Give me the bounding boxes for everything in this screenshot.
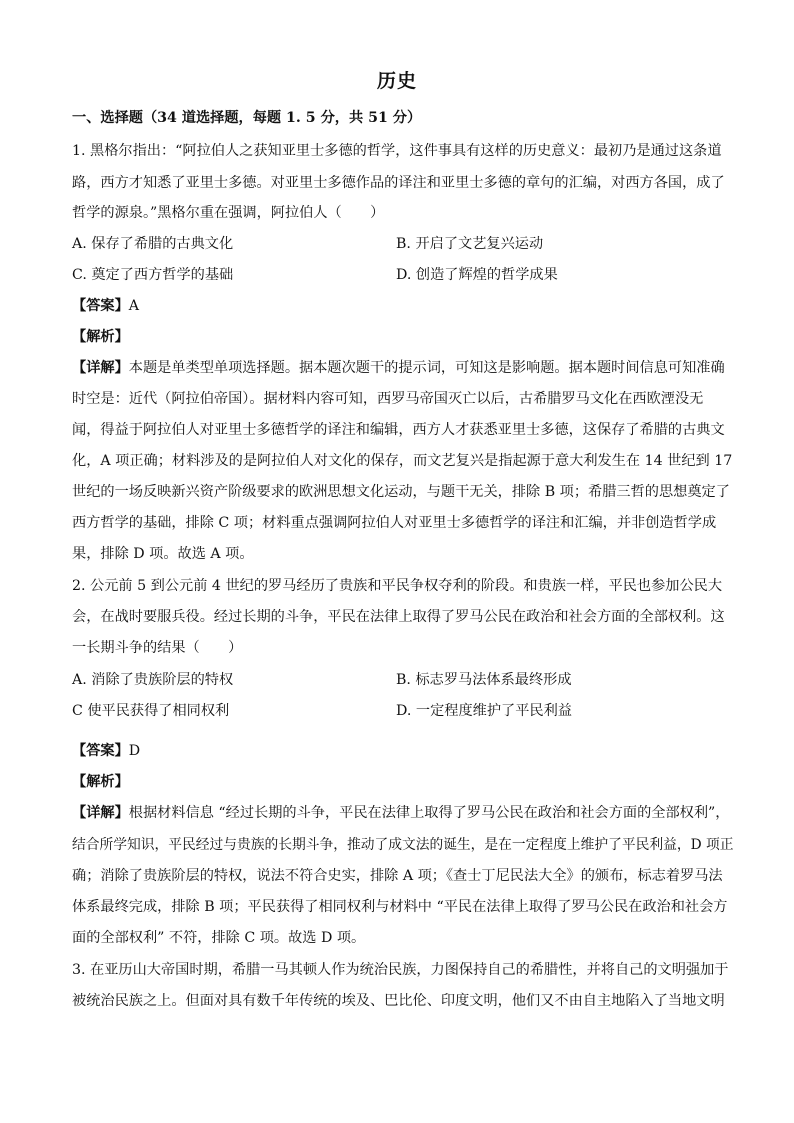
answer-tag: 【答案】 (72, 743, 129, 759)
q3-stem-line: 被统治民族之上。但面对具有数千年传统的埃及、巴比伦、印度文明，他们又不由自主地陷入了当地文明 (72, 993, 725, 1009)
detail-text: 本题是单类型单项选择题。据本题次题干的提示词，可知这是影响题。据本题时间信息可知准确 (128, 360, 725, 376)
q3-stem-line: 3. 在亚历山大帝国时期，希腊一马其顿人作为统治民族，力图保持自己的希腊性，并将自己的文明强加于 (72, 962, 729, 978)
q2-detail-line: 面的全部权利” 不符，排除 C 项。故选 D 项。 (72, 930, 366, 946)
detail-tag: 【详解】 (72, 360, 129, 376)
q2-stem-line: 一长期斗争的结果（ ） (72, 640, 243, 656)
q1-stem-line: 1. 黑格尔指出：“阿拉伯人之获知亚里士多德的哲学，这件事具有这样的历史意义：最初乃是通过这条道 (72, 143, 722, 159)
q1-stem-line: 哲学的源泉。”黑格尔重在强调，阿拉伯人（ ） (72, 205, 385, 221)
q2-analysis-tag: 【解析】 (72, 774, 129, 790)
q1-detail-line: 时空是：近代（阿拉伯帝国）。据材料内容可知，西罗马帝国灭亡以后，古希腊罗马文化在西欧湮没无 (72, 391, 704, 407)
q2-detail-line (72, 803, 729, 823)
q2-option-a: A. 消除了贵族阶层的特权 (72, 672, 234, 688)
q1-stem-line: 路，西方才知悉了亚里士多德。对亚里士多德作品的译注和亚里士多德的章句的汇编，对西方各国，成了 (72, 175, 725, 191)
q1-detail-line: 西方哲学的基础，排除 C 项；材料重点强调阿拉伯人对亚里士多德哲学的译注和汇编，并非创造哲学成 (72, 515, 717, 531)
q2-answer (72, 741, 140, 761)
q1-option-c: C. 奠定了西方哲学的基础 (72, 267, 234, 283)
q2-stem-line: 2. 公元前 5 到公元前 4 世纪的罗马经历了贵族和平民争权夺利的阶段。和贵族一样，平民也参加公民大 (72, 578, 723, 594)
answer-value: A (128, 298, 140, 314)
q1-option-a: A. 保存了希腊的古典文化 (72, 236, 234, 252)
q2-detail-line: 结合所学知识，平民经过与贵族的长期斗争，推动了成文法的诞生，是在一定程度上维护了平民利益，D 项正 (72, 837, 734, 853)
q1-option-d: D. 创造了辉煌的哲学成果 (396, 267, 558, 283)
q1-detail-line (72, 358, 725, 378)
answer-tag: 【答案】 (72, 298, 129, 314)
q2-option-c: C 使平民获得了相同权利 (72, 703, 230, 719)
answer-value: D (128, 743, 141, 759)
q1-detail-line: 果，排除 D 项。故选 A 项。 (72, 546, 254, 562)
q2-stem-line: 会，在战时要服兵役。经过长期的斗争，平民在法律上取得了罗马公民在政治和社会方面的全部权利。这 (72, 609, 725, 625)
detail-text: 根据材料信息 “经过长期的斗争，平民在法律上取得了罗马公民在政治和社会方面的全部权利”， (128, 805, 730, 821)
q2-detail-line: 体系最终完成，排除 B 项；平民获得了相同权利与材料中 “平民在法律上取得了罗马公民在政治和社会方 (72, 899, 728, 915)
section-heading: 一、选择题（34 道选择题，每题 1. 5 分，共 51 分） (72, 110, 422, 126)
q1-analysis-tag: 【解析】 (72, 329, 129, 345)
q2-option-d: D. 一定程度维护了平民利益 (396, 703, 572, 719)
q1-answer (72, 296, 139, 316)
q2-detail-line: 确；消除了贵族阶层的特权，说法不符合史实，排除 A 项；《查士丁尼民法大全》的颁布，标志着罗马法 (72, 868, 723, 884)
detail-tag: 【详解】 (72, 805, 129, 821)
q1-detail-line: 闻，得益于阿拉伯人对亚里士多德哲学的译注和编辑，西方人才获悉亚里士多德，这保存了希腊的古典文 (72, 422, 725, 438)
q1-option-b: B. 开启了文艺复兴运动 (396, 236, 544, 252)
q2-option-b: B. 标志罗马法体系最终形成 (396, 672, 572, 688)
page-title: 历史 (376, 70, 417, 92)
q1-detail-line: 世纪的一场反映新兴资产阶级要求的欧洲思想文化运动，与题干无关，排除 B 项；希腊三哲的思想奠定了 (72, 484, 730, 500)
q1-detail-line: 化，A 项正确；材料涉及的是阿拉伯人对文化的保存，而文艺复兴是指起源于意大利发生在 14 世纪到 17 (72, 453, 733, 469)
